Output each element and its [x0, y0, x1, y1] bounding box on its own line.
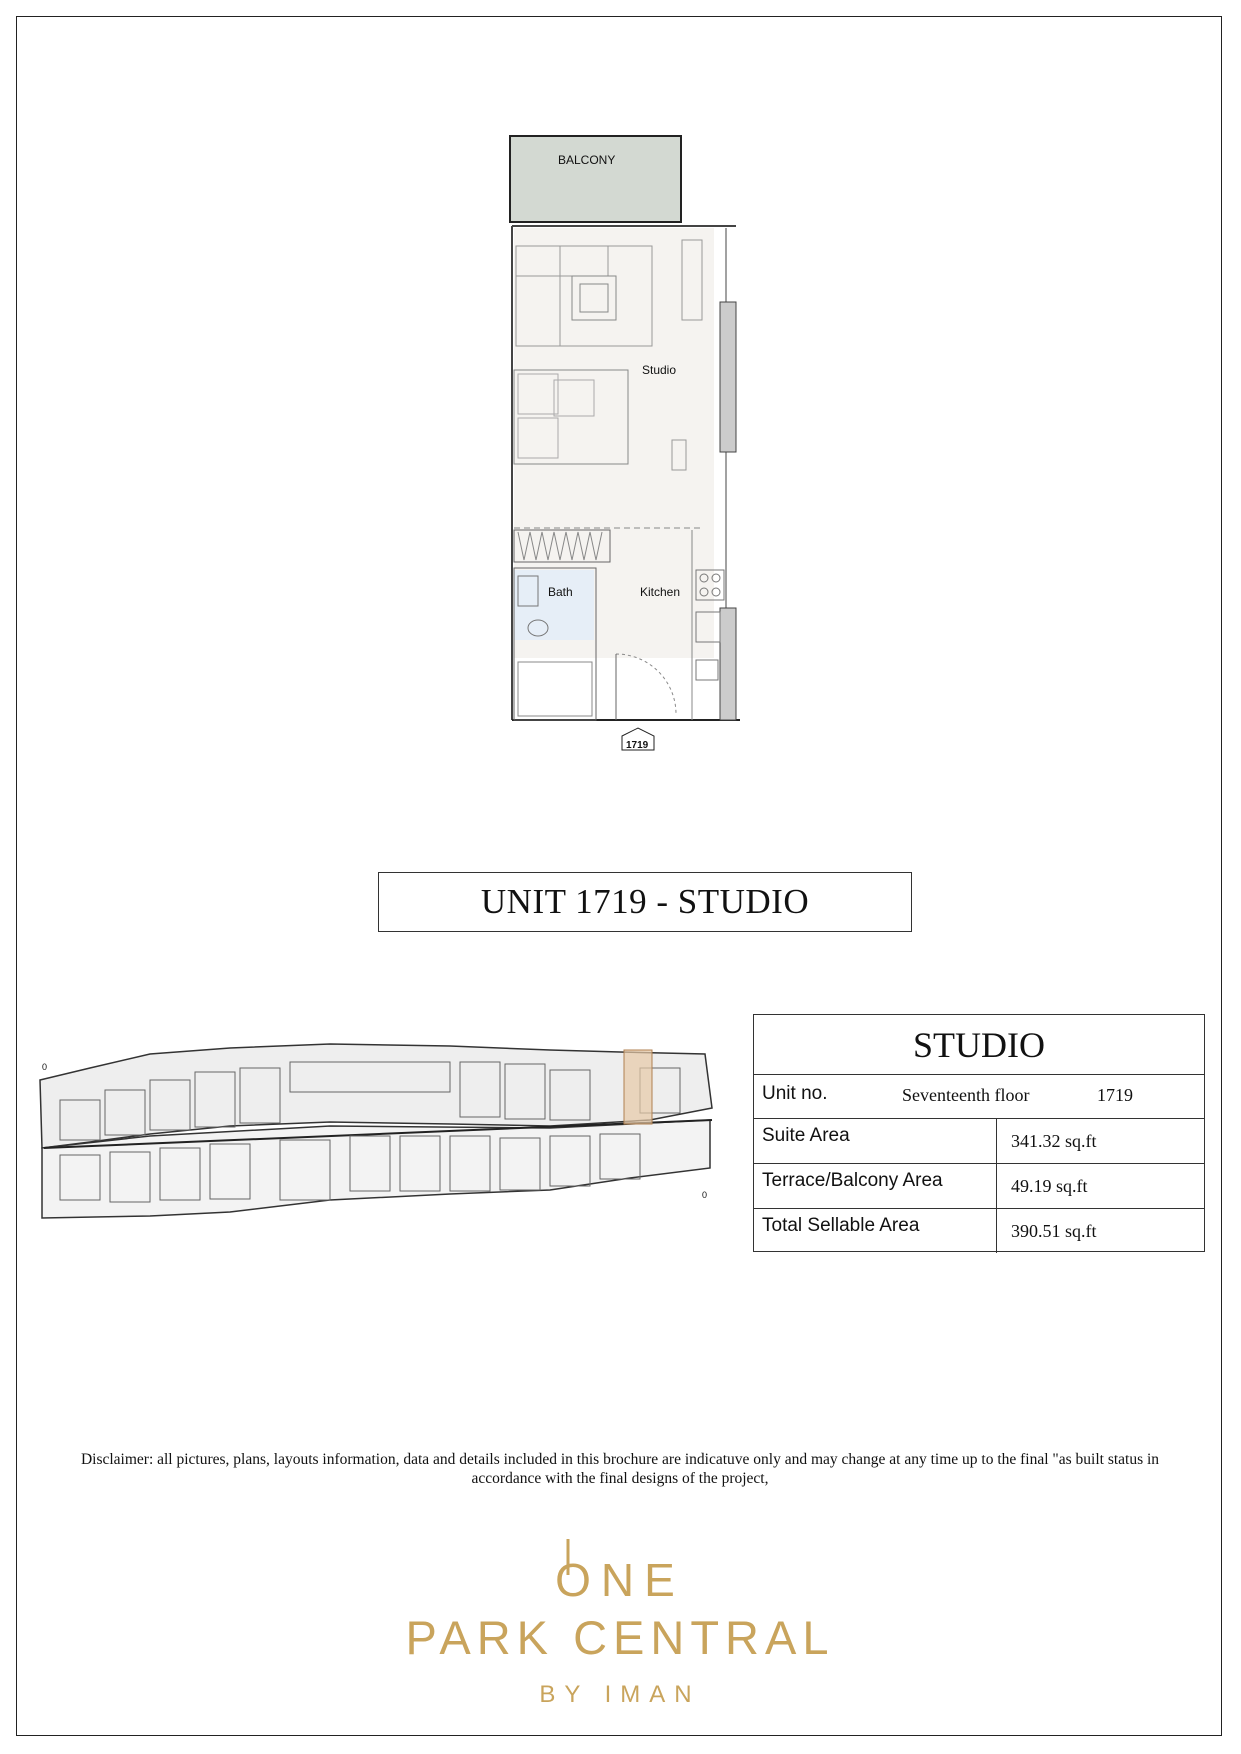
row-value: 341.32 sq.ft: [1011, 1131, 1097, 1151]
unit-floor-plan: [500, 130, 750, 770]
key-plan: [30, 1040, 730, 1225]
row-label: Terrace/Balcony Area: [754, 1164, 997, 1208]
unit-title: UNIT 1719 - STUDIO: [378, 872, 912, 932]
brand-logo: [340, 1525, 900, 1725]
balcony-area: [510, 136, 681, 222]
highlighted-unit: [624, 1050, 652, 1124]
entry-tag: 1719: [626, 740, 649, 751]
row-value: 390.51 sq.ft: [1011, 1221, 1097, 1241]
unit-number-row: [754, 1075, 1204, 1119]
north-mark-left: 0: [42, 1062, 48, 1072]
table-row: [754, 1209, 1204, 1253]
north-mark-right: 0: [702, 1190, 708, 1200]
row-label: Total Sellable Area: [754, 1209, 997, 1253]
unit-no-label: Unit no.: [762, 1083, 828, 1104]
bath-label: Bath: [548, 585, 573, 599]
floor-value: Seventeenth floor: [902, 1085, 1030, 1105]
unit-number-value: 1719: [1097, 1085, 1133, 1105]
studio-label: Studio: [642, 363, 677, 377]
row-value: 49.19 sq.ft: [1011, 1176, 1088, 1196]
balcony-label: BALCONY: [558, 153, 616, 167]
disclaimer-text: Disclaimer: all pictures, plans, layouts information, data and details included in this brochure are indicatuve only and may change at any time up to the final "as built status in accordance with the final designs of the project,: [80, 1451, 1160, 1487]
table-row: [754, 1119, 1204, 1164]
logo-line-by-iman: BY IMAN: [539, 1681, 701, 1708]
row-label: Suite Area: [754, 1119, 997, 1163]
logo-line-park-central: PARK CENTRAL: [405, 1611, 835, 1664]
table-row: [754, 1164, 1204, 1209]
area-schedule-table: [753, 1014, 1205, 1252]
kitchen-label: Kitchen: [640, 585, 681, 599]
table-heading: STUDIO: [754, 1015, 1204, 1075]
logo-line-one: ONE: [555, 1554, 685, 1606]
